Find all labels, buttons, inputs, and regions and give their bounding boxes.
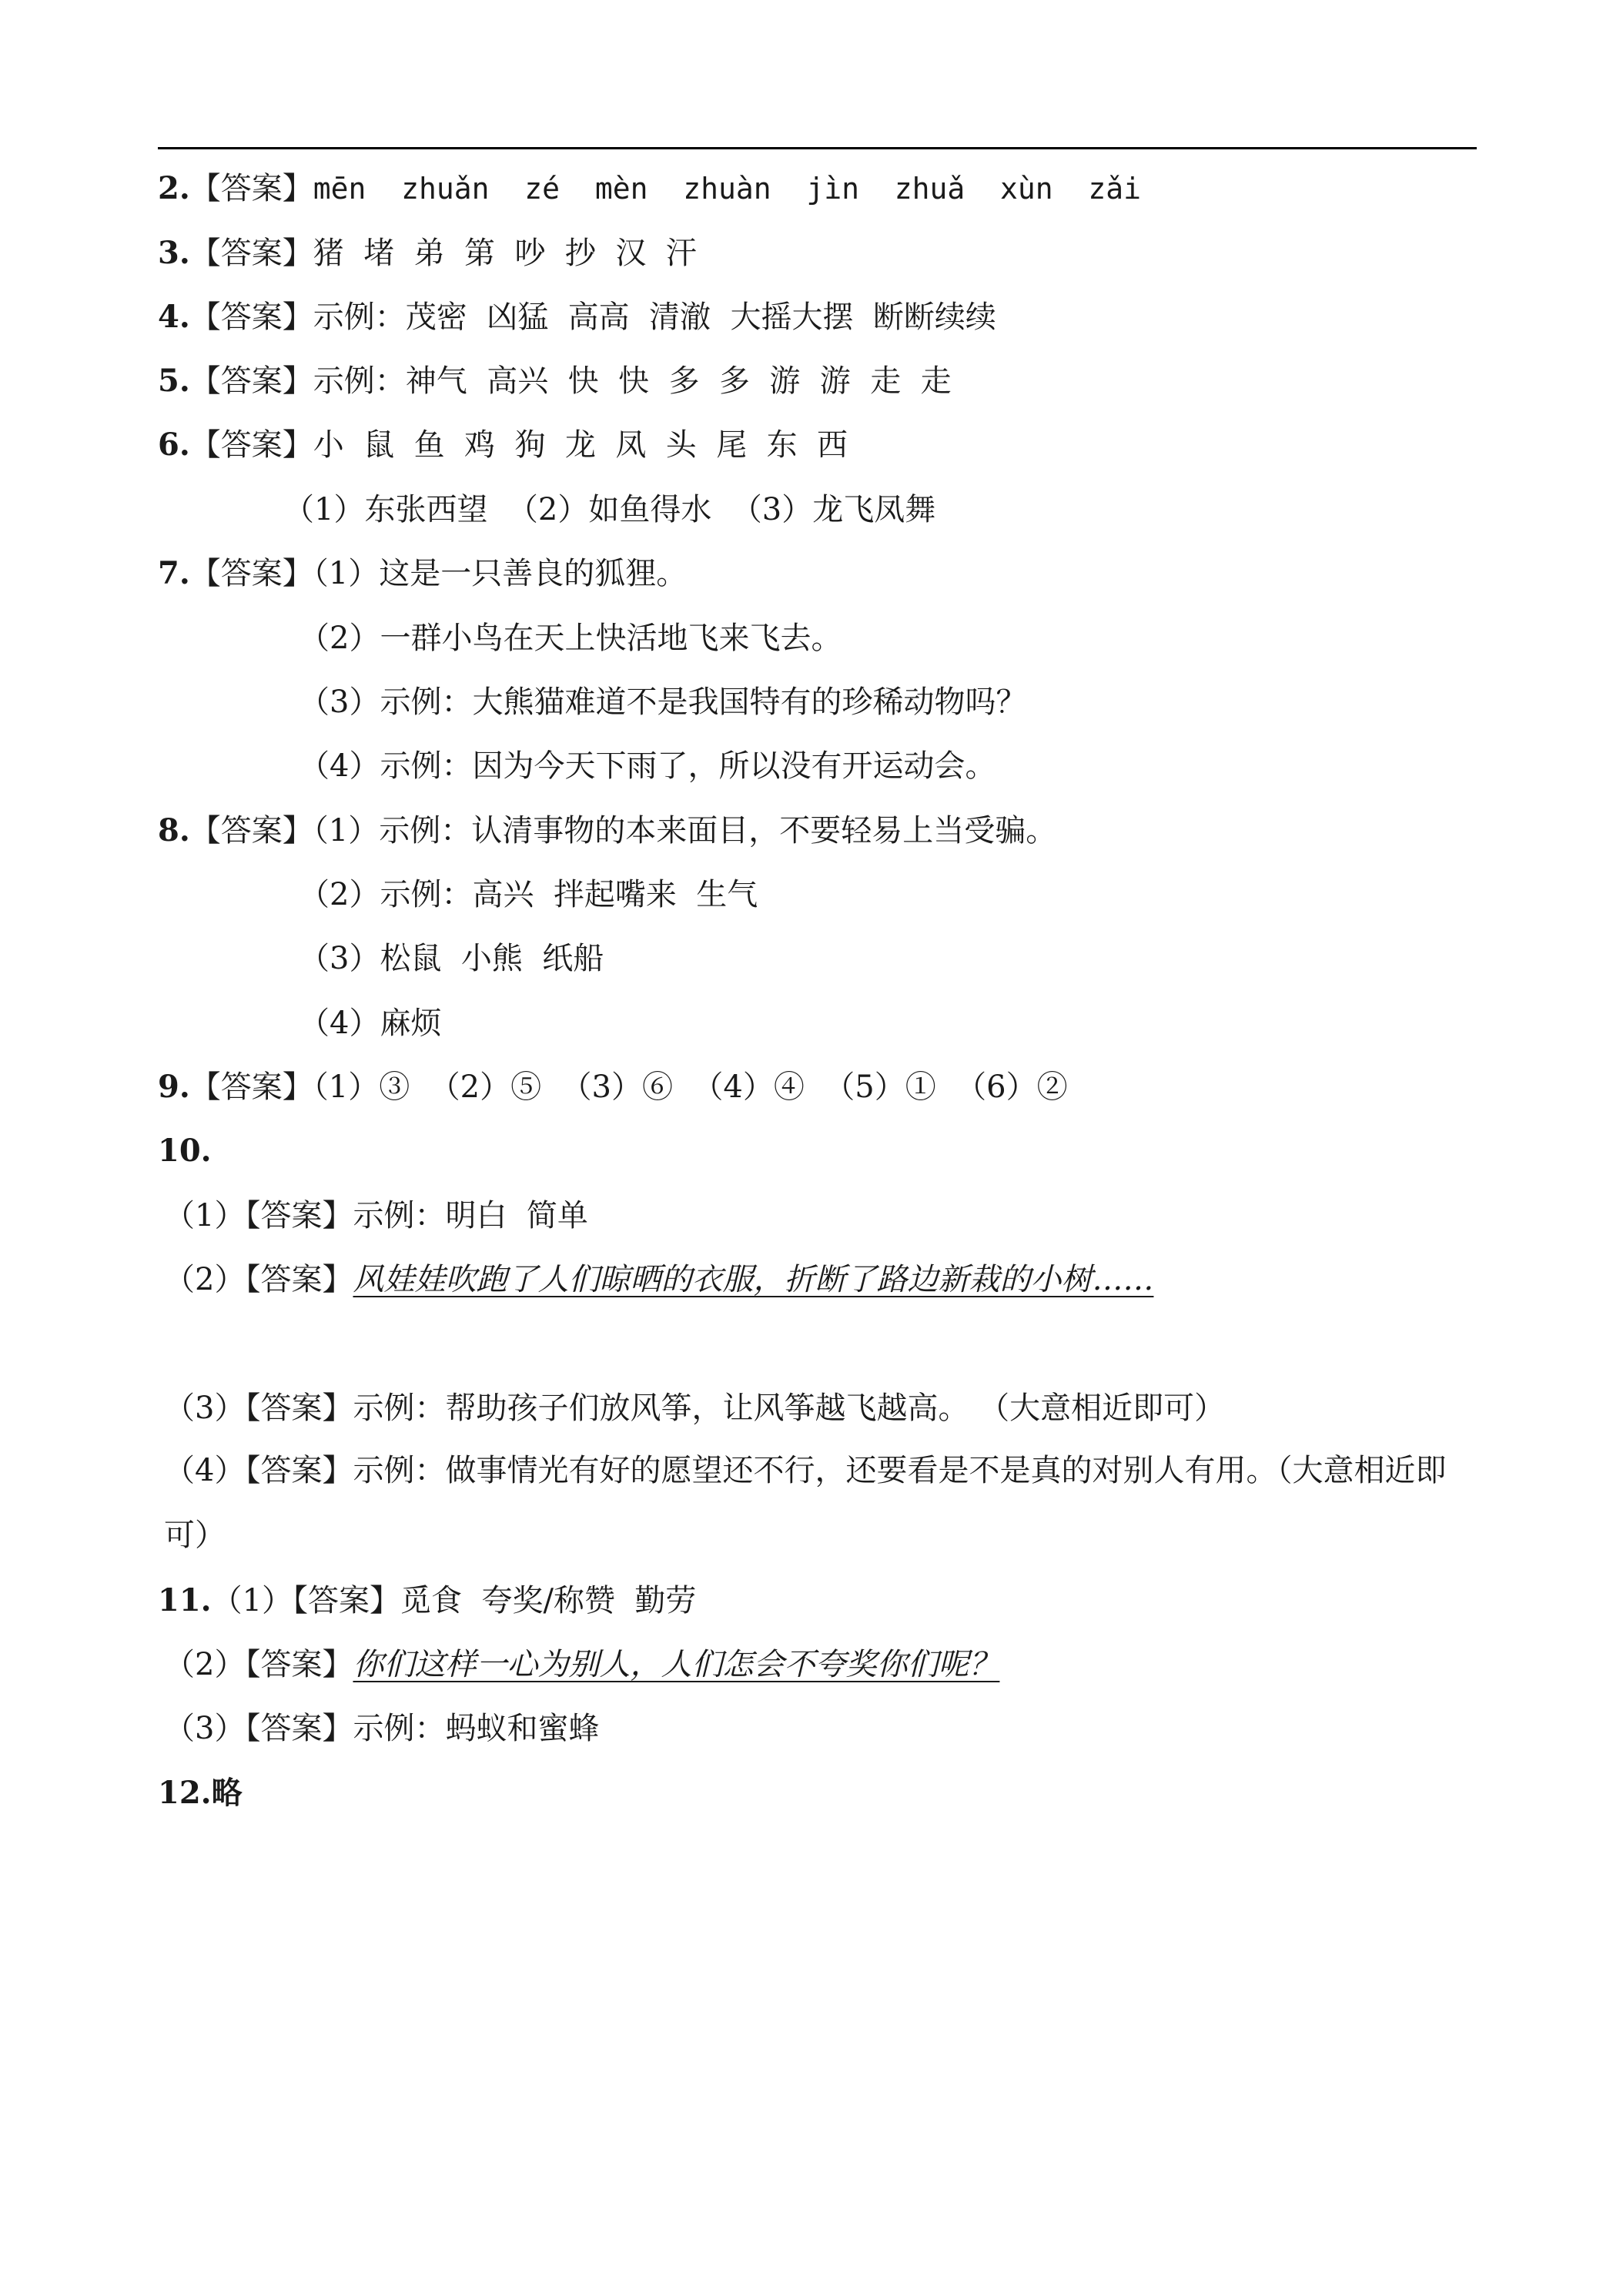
answer-3 — [158, 235, 697, 272]
item-number: 2. — [158, 170, 190, 206]
answer-text: 示例：蚂蚁和蜜蜂 — [353, 1711, 600, 1746]
answer-9 — [158, 1069, 1068, 1106]
item-number: 4. — [158, 299, 190, 335]
item-number: 11. — [158, 1582, 212, 1618]
answer-tag: 【答案】 — [245, 1647, 353, 1682]
answer-tag: 【答案】 — [245, 1391, 353, 1426]
sub-number: （1） — [164, 1198, 246, 1233]
answer-text: （1）③ （2）⑤ （3）⑥ （4）④ （5）① （6）② — [313, 1069, 1068, 1105]
answer-tag: 【答案】 — [189, 427, 313, 463]
sub-number: （4） — [164, 1453, 246, 1488]
answer-7 — [158, 555, 687, 592]
answer-8-part-2: （2）示例：高兴 拌起嘴来 生气 — [299, 877, 758, 912]
sub-number: （1） — [211, 1583, 293, 1618]
answer-tag: 【答案】 — [189, 300, 313, 335]
item-number: 8. — [158, 812, 190, 848]
answer-tag: 【答案】 — [293, 1583, 401, 1618]
answer-7-part-3: （3）示例：大熊猫难道不是我国特有的珍稀动物吗？ — [299, 684, 1027, 720]
answer-text: 觅食 夸奖/称赞 勤劳 — [400, 1583, 697, 1618]
answer-text: 示例：神气 高兴 快 快 多 多 游 游 走 走 — [313, 363, 952, 399]
header-rule — [158, 147, 1477, 149]
underlined-answer: 你们这样一心为别人，人们怎会不夸奖你们呢？ — [353, 1647, 1000, 1682]
answer-text: 示例：做事情光有好的愿望还不行，还要看是不是真的对别人有用。（大意相近即可） — [164, 1453, 1447, 1553]
item-number: 10. — [158, 1133, 212, 1169]
answer-12 — [158, 1775, 243, 1812]
answer-8-part-3: （3）松鼠 小熊 纸船 — [299, 941, 604, 976]
answer-10-3 — [164, 1390, 1225, 1427]
answer-8 — [158, 812, 1056, 849]
answer-text: 示例：帮助孩子们放风筝，让风筝越飞越高。 （大意相近即可） — [353, 1391, 1226, 1426]
answer-8-part-4: （4）麻烦 — [299, 1006, 442, 1041]
item-number: 7. — [158, 555, 190, 591]
item-number: 12. — [158, 1775, 212, 1811]
answer-text: （1）这是一只善良的狐狸。 — [313, 556, 688, 591]
answer-5 — [158, 363, 952, 400]
answer-10-1 — [164, 1197, 588, 1234]
answer-text: mēn zhuǎn zé mèn zhuàn jìn zhuǎ xùn zǎi — [313, 172, 1142, 206]
answer-10-2 — [164, 1261, 1153, 1298]
answer-6-idioms: （1）东张西望 （2）如鱼得水 （3）龙飞凤舞 — [283, 492, 936, 527]
answer-10-4 — [164, 1438, 1477, 1568]
answer-tag: 【答案】 — [189, 556, 313, 591]
answer-tag: 【答案】 — [189, 813, 313, 848]
underlined-answer: 风娃娃吹跑了人们晾晒的衣服，折断了路边新栽的小树…… — [353, 1262, 1154, 1297]
answer-tag: 【答案】 — [245, 1198, 353, 1233]
answer-11-3 — [164, 1710, 599, 1747]
answer-text: （1）示例：认清事物的本来面目，不要轻易上当受骗。 — [313, 813, 1057, 848]
answer-text: 示例：茂密 凶猛 高高 清澈 大摇大摆 断断续续 — [313, 300, 996, 335]
answer-tag: 【答案】 — [189, 236, 313, 271]
answer-7-part-2: （2）一群小鸟在天上快活地飞来飞去。 — [299, 621, 842, 656]
item-number: 6. — [158, 427, 190, 463]
answer-tag: 【答案】 — [189, 171, 313, 206]
answer-text: 猪 堵 弟 第 吵 抄 汉 汗 — [313, 236, 697, 271]
answer-11-2 — [164, 1646, 999, 1683]
answer-text: 小 鼠 鱼 鸡 狗 龙 凤 头 尾 东 西 — [313, 427, 848, 463]
answer-text: 示例：明白 简单 — [353, 1198, 588, 1233]
answer-tag: 【答案】 — [245, 1711, 353, 1746]
answer-2 — [158, 170, 1141, 207]
item-number: 5. — [158, 363, 190, 399]
sub-number: （3） — [164, 1711, 246, 1746]
answer-text: 略 — [211, 1775, 243, 1811]
answer-tag: 【答案】 — [189, 363, 313, 399]
answer-tag: 【答案】 — [189, 1069, 313, 1105]
question-10-number — [158, 1133, 212, 1170]
sub-number: （2） — [164, 1647, 246, 1682]
item-number: 9. — [158, 1069, 190, 1105]
answer-6 — [158, 427, 848, 464]
answer-tag: 【答案】 — [245, 1453, 353, 1488]
answer-7-part-4: （4）示例：因为今天下雨了，所以没有开运动会。 — [299, 748, 996, 784]
sub-number: （2） — [164, 1262, 246, 1297]
answer-4 — [158, 299, 996, 336]
answer-tag: 【答案】 — [245, 1262, 353, 1297]
answer-11-1 — [158, 1582, 696, 1619]
sub-number: （3） — [164, 1391, 246, 1426]
item-number: 3. — [158, 235, 190, 271]
